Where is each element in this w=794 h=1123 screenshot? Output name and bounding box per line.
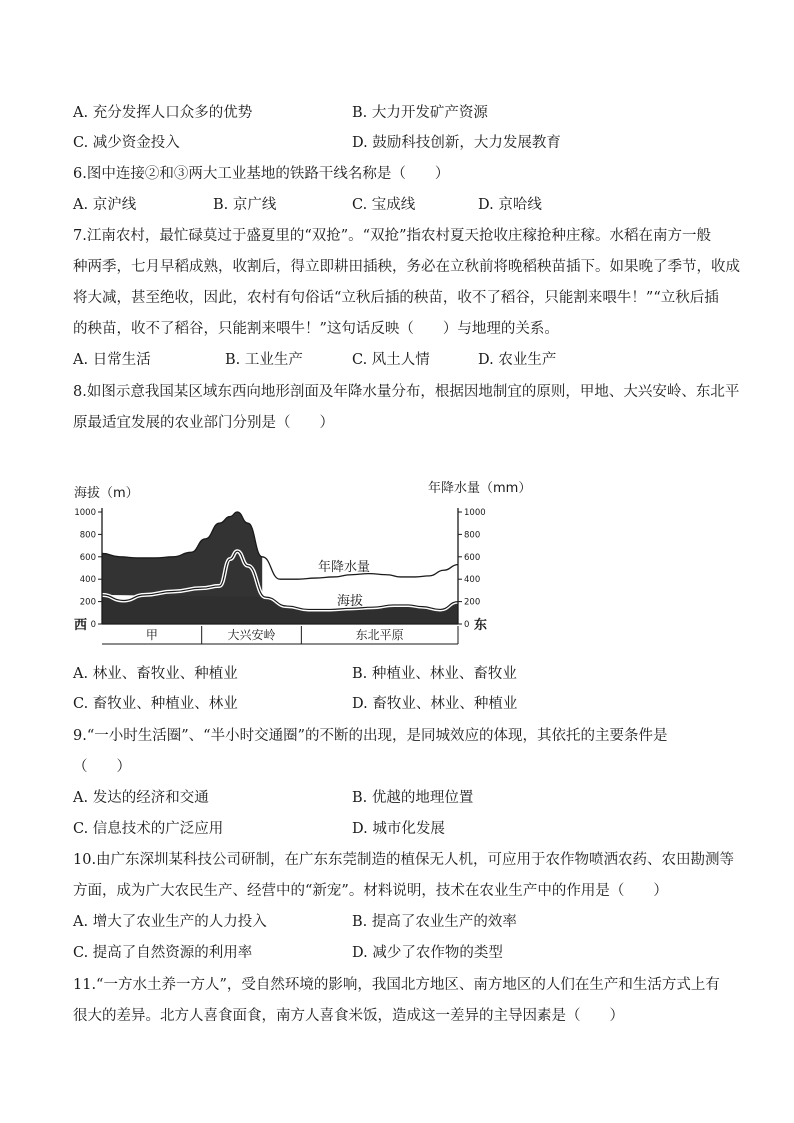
q8-option-b[interactable]: B. 种植业、林业、畜牧业 — [352, 666, 517, 682]
right-tick-label: 800 — [464, 530, 481, 541]
series-label-elevation: 海拔 — [337, 594, 364, 609]
left-tick-label: 1000 — [74, 508, 96, 518]
q9-stem-line-2: （ ） — [73, 759, 131, 775]
q10-option-d[interactable]: D. 减少了农作物的类型 — [352, 945, 503, 961]
q7-stem-line-3: 将大减，甚至绝收，因此，农村有句俗话“立秋后插的秧苗，收不了稻谷，只能割来喂牛！”“立秋后插 — [73, 290, 719, 306]
q5-option-a[interactable]: A. 充分发挥人口众多的优势 — [73, 105, 253, 121]
q6-stem: 6.图中连接②和③两大工业基地的铁路干线名称是（ ） — [73, 166, 450, 182]
q6-option-a[interactable]: A. 京沪线 — [73, 197, 137, 213]
q11-stem-line-1: 11.“一方水土养一方人”，受自然环境的影响，我国北方地区、南方地区的人们在生产和生活方式上有 — [73, 977, 720, 993]
right-tick-label: 400 — [464, 575, 481, 586]
right-axis-label: 年降水量（mm） — [428, 481, 532, 496]
q9-option-b[interactable]: B. 优越的地理位置 — [352, 790, 474, 806]
left-tick-label: 0 — [90, 620, 96, 630]
left-axis-ticks — [74, 508, 102, 630]
q5-option-c[interactable]: C. 减少资金投入 — [73, 135, 180, 151]
q7-stem-line-4: 的秧苗，收不了稻谷，只能割来喂牛！”这句话反映（ ）与地理的关系。 — [73, 321, 559, 337]
right-tick-label: 0 — [464, 620, 470, 630]
series-label-precipitation: 年降水量 — [318, 560, 371, 575]
q11-stem-line-2: 很大的差异。北方人喜食面食，南方人喜食米饭，造成这一差异的主导因素是（ ） — [73, 1008, 624, 1024]
left-tick-label: 800 — [79, 530, 96, 541]
q6-option-b[interactable]: B. 京广线 — [213, 197, 277, 213]
q7-option-d[interactable]: D. 农业生产 — [478, 352, 557, 368]
q7-option-a[interactable]: A. 日常生活 — [73, 352, 151, 368]
q6-option-c[interactable]: C. 宝成线 — [352, 197, 416, 213]
q7-option-b[interactable]: B. 工业生产 — [225, 352, 303, 368]
left-tick-label: 400 — [79, 575, 96, 586]
q9-option-a[interactable]: A. 发达的经济和交通 — [73, 790, 209, 806]
q10-stem-line-2: 方面，成为广大农民生产、经营中的“新宠”。材料说明，技术在农业生产中的作用是（ ） — [73, 883, 668, 899]
q7-option-c[interactable]: C. 风土人情 — [352, 352, 430, 368]
q8-stem-line-2: 原最适宜发展的农业部门分别是（ ） — [73, 415, 334, 431]
q8-stem-line-1: 8.如图示意我国某区域东西向地形剖面及年降水量分布，根据因地制宜的原则，甲地、大兴安岭、东北平 — [73, 384, 740, 400]
terrain-precipitation-chart — [60, 470, 540, 650]
q10-option-b[interactable]: B. 提高了农业生产的效率 — [352, 914, 517, 930]
q10-option-c[interactable]: C. 提高了自然资源的利用率 — [73, 945, 253, 961]
q9-option-d[interactable]: D. 城市化发展 — [352, 821, 445, 837]
left-tick-label: 600 — [79, 552, 96, 563]
east-label: 东 — [474, 618, 488, 633]
q9-stem-line-1: 9.“一小时生活圈”、“半小时交通圈”的不断的出现，是同城效应的体现，其依托的主要条件是 — [73, 728, 668, 744]
left-axis-label: 海拔（m） — [74, 486, 139, 501]
q6-option-d[interactable]: D. 京哈线 — [478, 197, 542, 213]
region-bar — [102, 626, 458, 644]
q10-option-a[interactable]: A. 增大了农业生产的人力投入 — [73, 914, 267, 930]
q8-option-c[interactable]: C. 畜牧业、种植业、林业 — [73, 696, 238, 712]
right-tick-label: 200 — [464, 597, 481, 608]
q9-option-c[interactable]: C. 信息技术的广泛应用 — [73, 821, 224, 837]
q8-option-d[interactable]: D. 畜牧业、林业、种植业 — [352, 696, 518, 712]
right-axis-ticks — [458, 508, 486, 630]
q5-option-b[interactable]: B. 大力开发矿产资源 — [352, 105, 488, 121]
left-tick-label: 200 — [79, 597, 96, 608]
right-tick-label: 1000 — [464, 508, 486, 518]
q7-stem-line-1: 7.江南农村，最忙碌莫过于盛夏里的“双抢”。“双抢”指农村夏天抢收庄稼抢种庄稼。水稻在南方一般 — [73, 228, 711, 244]
plot-area — [102, 508, 458, 624]
region-label: 甲 — [145, 628, 158, 642]
region-label: 东北平原 — [355, 628, 404, 642]
q8-option-a[interactable]: A. 林业、畜牧业、种植业 — [73, 666, 238, 682]
q10-stem-line-1: 10.由广东深圳某科技公司研制，在广东东莞制造的植保无人机，可应用于农作物喷洒农药、农田勘测等 — [73, 852, 735, 868]
q7-stem-line-2: 种两季，七月早稻成熟，收割后，得立即耕田插秧，务必在立秋前将晚稻秧苗插下。如果晚了季节，收成 — [73, 259, 740, 275]
right-tick-label: 600 — [464, 552, 481, 563]
west-label: 西 — [74, 618, 88, 633]
region-label: 大兴安岭 — [227, 628, 276, 642]
q5-option-d[interactable]: D. 鼓励科技创新，大力发展教育 — [352, 135, 561, 151]
